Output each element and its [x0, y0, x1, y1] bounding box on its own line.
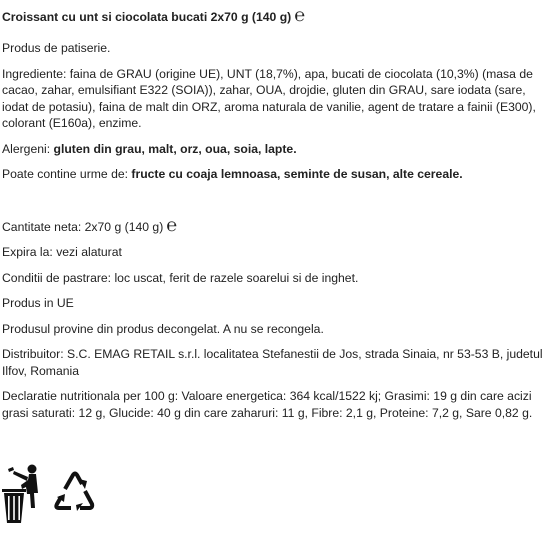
recycle-icon — [50, 467, 100, 517]
product-category: Produs de patiserie. — [2, 41, 111, 55]
traces-line — [2, 166, 550, 183]
ingredients-text: Ingrediente: faina de GRAU (origine UE), UNT (18,7%), apa, bucati de ciocolata (10,3%) (masa de cacao, zahar, emulsifiant E322 (SOIA)), zahar, OUA, drojdie, gluten din GRAU, sare iodata (sare, iodat de potasiu), faina de malt din ORZ, aroma naturala de vanilie, agent de tratare a fainii (E300), colorant (E160a), enzime. — [2, 66, 536, 130]
allergens-label: Alergeni: — [2, 141, 54, 156]
net-quantity-line — [2, 214, 550, 236]
traces-label: Poate contine urme de: — [2, 167, 132, 181]
disposal-symbols — [0, 463, 110, 533]
traces-value: fructe cu coaja lemnoasa, seminte de susan, alte cereale. — [131, 167, 463, 181]
storage-line: Conditii de pastrare: loc uscat, ferit de razele soarelui si de inghet. — [2, 270, 359, 285]
origin-line: Produs in UE — [2, 296, 74, 310]
distributor-line: Distribuitor: S.C. EMAG RETAIL s.r.l. localitatea Stefanestii de Jos, strada Sinaia, nr 53-53 B, judetul Ilfov, Romania — [2, 347, 543, 378]
estimated-sign: ℮ — [294, 5, 306, 25]
expiry-line: Expira la: vezi alaturat — [2, 245, 122, 259]
defrosted-notice: Produsul provine din produs decongelat. A nu se recongela. — [2, 321, 324, 336]
product-title-line — [2, 5, 550, 25]
net-quantity-estimated-sign: ℮ — [166, 214, 178, 235]
nutrition-declaration: Declaratie nutritionala per 100 g: Valoare energetica: 364 kcal/1522 kj; Grasimi: 19 g din care acizi grasi saturati: 12 g, Glucide: 40 g din care zaharuri: 11 g, Fibre: 2,1 g, Proteine: 7,2 g, Sare 0,82 g. — [2, 389, 533, 420]
net-quantity-text: Cantitate neta: 2x70 g (140 g) — [2, 219, 164, 234]
allergens-value: gluten din grau, malt, orz, oua, soia, lapte. — [53, 141, 297, 156]
allergens-line — [2, 141, 550, 158]
product-title: Croissant cu unt si ciocolata bucati 2x70 g (140 g) — [2, 10, 292, 24]
tidy-man-bin-icon — [0, 463, 46, 529]
